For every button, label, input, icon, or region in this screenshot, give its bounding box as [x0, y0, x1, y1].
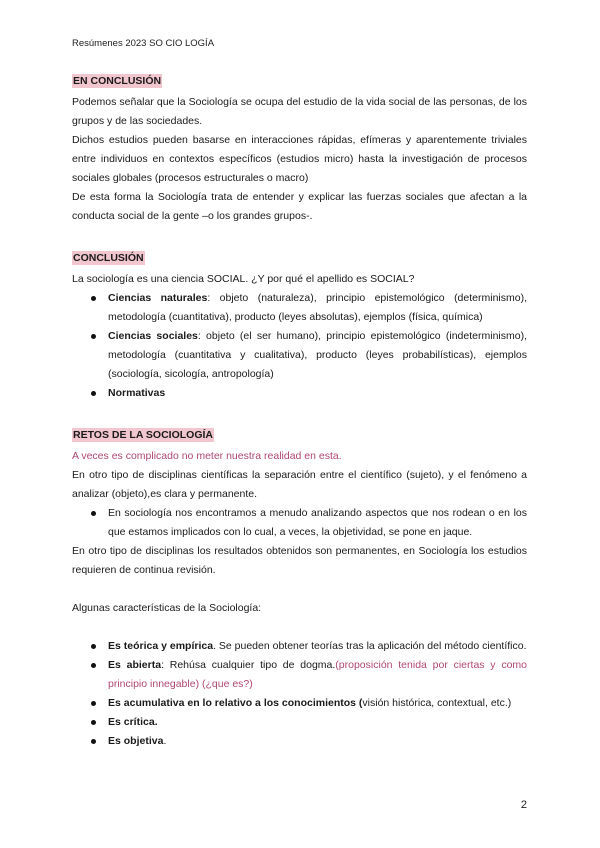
list-item-term: Normativas [108, 387, 166, 399]
characteristics-list [72, 637, 527, 751]
paragraph: Dichos estudios pueden basarse en interacciones rápidas, efímeras y aparentemente triviales entre individuos en contextos específicos (estudios micro) hasta la investigación de procesos sociales globales (procesos estructurales o macro) [72, 134, 527, 184]
list-item [108, 637, 527, 656]
document-body [72, 71, 527, 751]
list-item [108, 713, 527, 732]
science-types-list [72, 289, 527, 403]
list-item-term: Ciencias naturales [108, 292, 208, 304]
list-item-term: Es crítica. [108, 716, 158, 728]
list-item [108, 732, 527, 751]
list-item-term: Es teórica y empírica [108, 640, 214, 652]
paragraph: Podemos señalar que la Sociología se ocupa del estudio de la vida social de las personas, de los grupos y de las sociedades. [72, 96, 527, 127]
list-item-text: visión histórica, contextual, etc.) [362, 697, 512, 709]
list-item-text: : Rehúsa cualquier tipo de dogma. [161, 659, 336, 671]
list-item [108, 384, 527, 403]
list-item [108, 656, 527, 694]
page-number: 2 [520, 799, 527, 811]
list-item [108, 327, 527, 384]
list-item-text: : objeto (el ser humano), principio epistemológico (indeterminismo), metodología (cuantitativa y cualitativa), producto (leyes probabilísticas), ejemplos (sociología, sicología, antropología) [108, 330, 527, 380]
bullet-list [72, 504, 527, 542]
heading-conclusion: CONCLUSIÓN [73, 252, 144, 264]
list-item-text: . [163, 735, 167, 747]
paragraph: En otro tipo de disciplinas científicas la separación entre el científico (sujeto), y el fenómeno a analizar (objeto),es clara y permanente. [72, 469, 527, 500]
list-item [108, 289, 527, 327]
paragraph: Algunas características de la Sociología: [72, 602, 262, 614]
list-item-term: Es abierta [108, 659, 162, 671]
annotation-note: A veces es complicado no meter nuestra realidad en esta. [72, 450, 342, 462]
list-item-text: : objeto (naturaleza), principio epistemológico (determinismo), metodología (cuantitativa), producto (leyes absolutas), ejemplos (física, química) [108, 292, 527, 323]
list-item: En sociología nos encontramos a menudo analizando aspectos que nos rodean o en los que estamos implicados con lo cual, a veces, la objetividad, se pone en jaque. [108, 504, 527, 542]
heading-retos: RETOS DE LA SOCIOLOGÍA [73, 429, 214, 441]
list-item [108, 694, 527, 713]
paragraph: De esta forma la Sociología trata de entender y explicar las fuerzas sociales que afectan a la conducta social de la gente –o los grandes grupos-. [72, 191, 527, 222]
paragraph: En otro tipo de disciplinas los resultados obtenidos son permanentes, en Sociología los estudios requieren de continua revisión. [72, 545, 527, 576]
heading-en-conclusion: EN CONCLUSIÓN [73, 75, 162, 87]
list-item-term: Es objetiva [108, 735, 164, 747]
list-item-term: Ciencias sociales [108, 330, 198, 342]
document-header: Resúmenes 2023 SO CIO LOGÍA [72, 38, 215, 49]
list-item-text: . Se pueden obtener teorías tras la aplicación del método científico. [213, 640, 527, 652]
annotation-note: (proposición tenida por ciertas y como principio innegable) (¿que es?) [108, 659, 528, 690]
list-item-term: Es acumulativa en lo relativo a los conocimientos ( [108, 697, 363, 709]
paragraph: La sociología es una ciencia SOCIAL. ¿Y por qué el apellido es SOCIAL? [72, 273, 415, 285]
